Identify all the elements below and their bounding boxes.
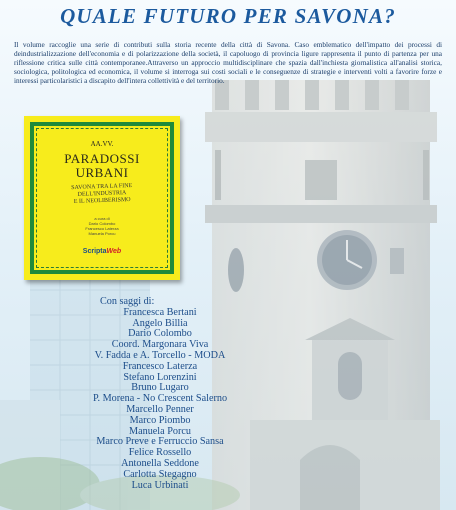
list-item: Angelo Billia — [132, 317, 188, 329]
book-editors — [24, 216, 180, 236]
list-item: Luca Urbinati — [131, 479, 189, 491]
book-title-line2: URBANI — [75, 165, 129, 180]
contributors-list — [60, 308, 260, 492]
contributors-section — [60, 297, 260, 491]
book-editor-3: Manuela Porcu — [88, 231, 116, 236]
list-item: Stefano Lorenzini — [123, 371, 197, 383]
publisher-logo — [24, 248, 180, 255]
list-item: Marco Preve e Ferruccio Sansa — [96, 436, 224, 448]
book-subtitle-line2: DELL'INDUSTRIA — [77, 190, 127, 198]
book-title-line1: PARADOSSI — [64, 151, 140, 166]
book-editor-2: Francesco Laterza — [85, 226, 119, 231]
list-item: Francesco Laterza — [122, 360, 198, 372]
book-editor-1: Dario Colombo — [88, 221, 116, 226]
book-title — [24, 152, 180, 180]
list-item: P. Morena - No Crescent Salerno — [92, 393, 228, 405]
intro-paragraph: Il volume raccoglie una serie di contributi sulla storia recente della città di Savona. Caso emblematico dell'impatto dei processi di deindustrializzazione dell'economia e di polarizzazione della società, il capoluogo di provincia ligure rappresenta il punto di partenza per una riflessione critica sulle città contemporanee.Attraverso un approccio multidisciplinare che spazia dall'inchiesta giornalistica all'analisi storica, sociologica, politologica ed economica, il volume si interroga sui costi sociali e le conseguenze di strategie e interventi volti a favorire forze e interessi particolaristici a discapito dell'intera collettività e del territorio. — [14, 40, 442, 85]
list-item: Dario Colombo — [128, 328, 192, 340]
list-item: Coord. Margonara Viva — [111, 339, 209, 351]
publisher-name-a: Scripta — [82, 248, 107, 255]
book-cover-image — [24, 116, 180, 280]
list-item: Manuela Porcu — [129, 425, 191, 437]
list-item: Marcello Penner — [126, 403, 194, 415]
list-item: V. Fadda e A. Torcello - MODA — [94, 349, 226, 361]
book-authors: AA.VV. — [90, 140, 114, 148]
contributors-heading: Con saggi di: — [100, 296, 155, 307]
book-subtitle-line3: E IL NEOLIBERISMO — [73, 197, 131, 205]
book-cura-label: a cura di — [94, 216, 110, 221]
list-item: Bruno Lugaro — [131, 382, 189, 394]
book-subtitle-line1: SAVONA TRA LA FINE — [71, 182, 133, 192]
publisher-name-b: Web — [106, 248, 122, 255]
list-item: Francesca Bertani — [123, 306, 197, 318]
list-item: Antonella Seddone — [121, 457, 199, 469]
page-title: QUALE FUTURO PER SAVONA? — [60, 4, 396, 28]
book-subtitle — [40, 182, 165, 207]
list-item: Felice Rossello — [128, 447, 192, 459]
list-item: Marco Piombo — [129, 414, 191, 426]
list-item: Carlotta Stegagno — [123, 468, 197, 480]
